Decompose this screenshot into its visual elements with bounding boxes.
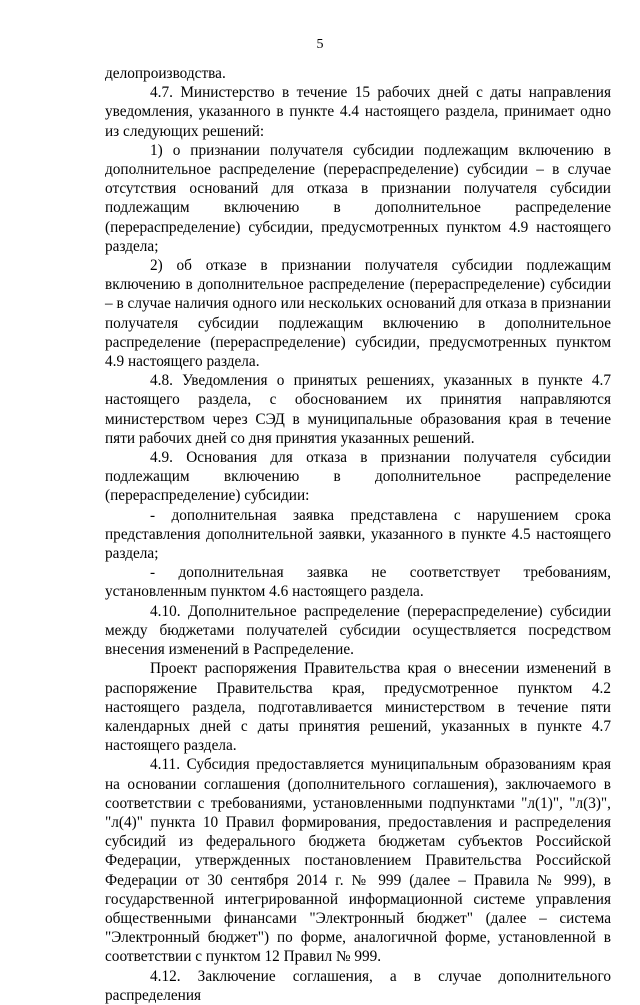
paragraph-4-9-item-2: - дополнительная заявка не соответствует требованиям, установленным пунктом 4.6 настоящего раздела. [105, 564, 611, 601]
paragraph-4-12: 4.12. Заключение соглашения, а в случае дополнительного распределения [105, 967, 611, 1004]
paragraph-4-9: 4.9. Основания для отказа в признании получателя субсидии подлежащим включению в дополнительное распределение (перераспределение) субсидии: [105, 449, 611, 505]
paragraph-4-10-continued: Проект распоряжения Правительства края о внесении изменений в распоряжение Правительства края, предусмотренное пунктом 4.2 настоящего раздела, подготавливается министерством в течение пяти календарных дней с даты принятия решений, указанных в пункте 4.7 настоящего раздела. [105, 660, 611, 755]
paragraph-4-7: 4.7. Министерство в течение 15 рабочих дней с даты направления уведомления, указанного в пункте 4.4 настоящего раздела, принимает одно из следующих решений: [105, 84, 611, 140]
document-body [105, 64, 611, 1005]
paragraph-4-11: 4.11. Субсидия предоставляется муниципальным образованиям края на основании соглашения (дополнительного соглашения), заключаемого в соответствии с требованиями, установленными подпунктами "л(1)", "л(3)", "л(4)" пункта 10 Правил формирования, предоставления и распределения субсидий из федерального бюджета бюджетам субъектов Российской Федерации, утвержденных постановлением Правительства Российской Федерации от 30 сентября 2014 г. № 999 (далее – Правила № 999), в государственной интегрированной информационной системе управления общественными финансами "Электронный бюджет" (далее – система "Электронный бюджет") по форме, аналогичной форме, установленной в соответствии с пунктом 12 Правил № 999. [105, 756, 611, 966]
page-number: 5 [316, 37, 324, 52]
paragraph-4-9-item-1: - дополнительная заявка представлена с нарушением срока представления дополнительной заявки, указанного в пункте 4.5 настоящего раздела; [105, 506, 611, 563]
paragraph-4-7-item-1: 1) о признании получателя субсидии подлежащим включению в дополнительное распределение (перераспределение) субсидии – в случае отсутствия оснований для отказа в признании получателя субсидии подлежащим включению в дополнительное распределение (перераспределение) субсидии, предусмотренных пунктом 4.9 настоящего раздела; [105, 141, 611, 255]
paragraph-4-7-item-2: 2) об отказе в признании получателя субсидии подлежащим включению в дополнительное распределение (перераспределение) субсидии – в случае наличия одного или нескольких оснований для отказа в признании получателя субсидии подлежащим включению в дополнительное распределение (перераспределение) субсидии, предусмотренных пунктом 4.9 настоящего раздела. [105, 257, 611, 371]
paragraph-4-8: 4.8. Уведомления о принятых решениях, указанных в пункте 4.7 настоящего раздела, с обоснованием их принятия направляются министерством через СЭД в муниципальные образования края в течение пяти рабочих дней со дня принятия указанных решений. [105, 372, 611, 447]
paragraph: делопроизводства. [105, 65, 226, 82]
paragraph-4-10: 4.10. Дополнительное распределение (перераспределение) субсидии между бюджетами получателей субсидии осуществляется посредством внесения изменений в Распределение. [105, 602, 611, 659]
